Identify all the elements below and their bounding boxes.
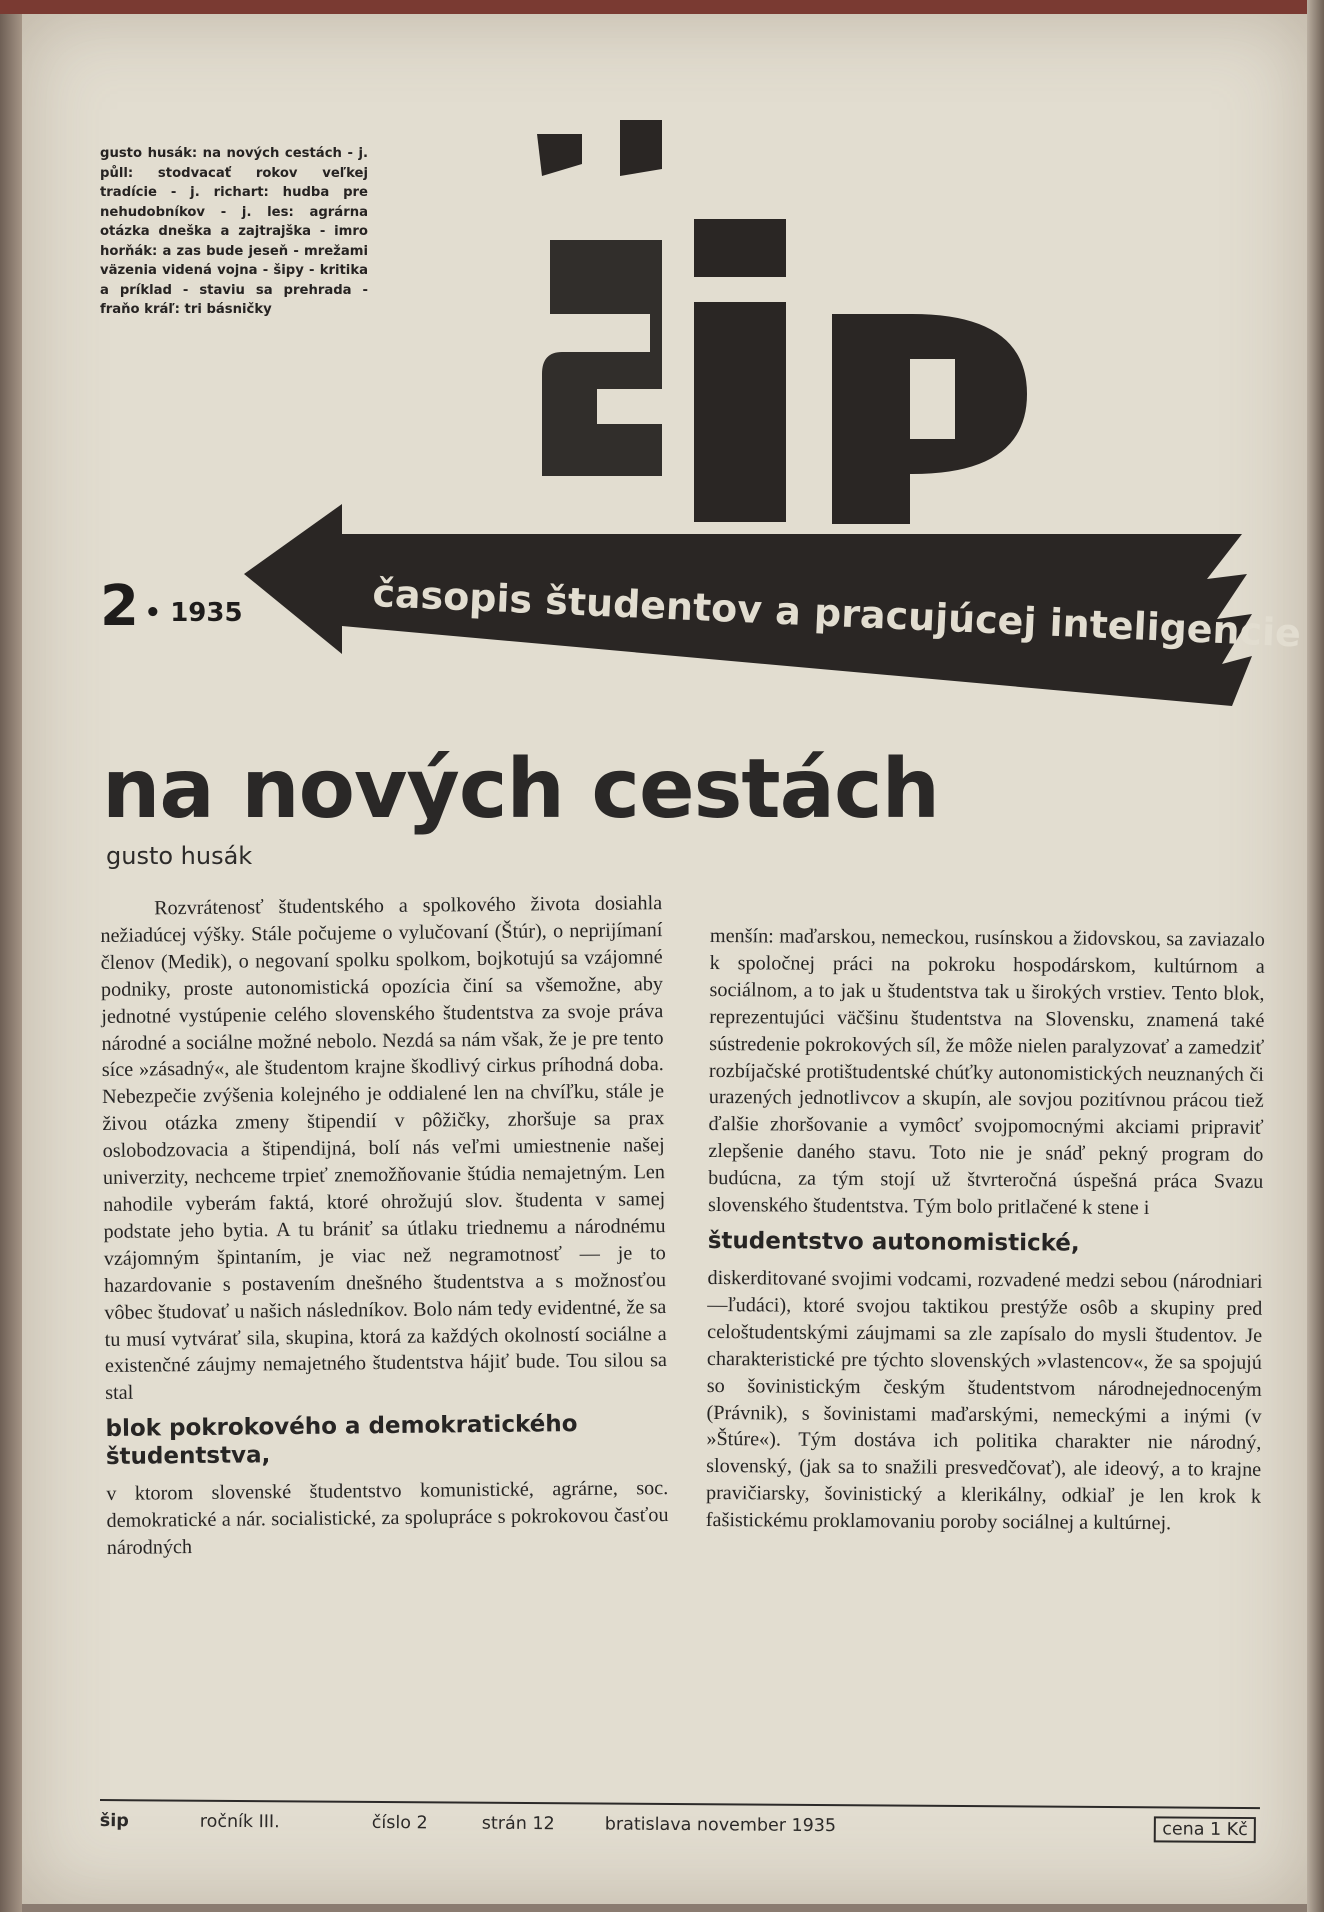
subheading: študentstvo autonomistické, (707, 1227, 1080, 1257)
letter-s (542, 240, 662, 476)
table-of-contents: gusto husák: na nových cestách - j. půll: stodvacať rokov veľkej tradície - j. richart: hudba pre nehudobníkov - j. les: agrárna otázka dneška a zajtrajška - imro horňák: a zas bude jeseň - mrežami väzenia videná vojna - šipy - kritika a príklad - staviu sa prehrada - fraňo kráľ: tri básničky (100, 146, 368, 317)
paragraph: diskerditované svojimi vodcami, rozvadené medzi sebou (národniari—ľudáci), ktoré svojou taktikou prestýže osôb a skupiny pred celoštudentskými záujmami sa zle zapísalo do mysli študentov. Je charakteristické pre týchto slovenských »vlastencov«, že sa spojujú so šovinistickým českým študentstvom národnejednoceným (Právnik), s šovinistami maďarskými, nemeckými a inými (v »Štúre«). Tým dostáva ich politika charakter nie národný, slovenský, (jak sa to snažili presvedčovať), ale ideový, a to krajne pravičiarsky, šovinistický a klerikálny, odkiaľ je len krok k fašistickému proklamovaniu poroby sociálnej a kultúrnej. (705, 1266, 1263, 1535)
footer-pages: strán 12 (481, 1813, 555, 1835)
hacek-right (620, 120, 662, 176)
page-edge-right (1307, 0, 1324, 1912)
page-footer (100, 1799, 1260, 1849)
article-title: na nových cestách (102, 742, 939, 837)
hacek-left (537, 134, 582, 176)
paragraph: menšín: maďarskou, nemeckou, rusínskou a židovskou, sa zaviazalo k spoločnej práci na pokroku hospodárskom, kultúrnom a sociálnom, a to jak u študentstva tak u širokých vrstiev. Tento blok, reprezentujúci väčšinu študentstva na Slovensku, znamená také sústredenie pokrokových síl, že môže nielen paralyzovať a zamedziť rozbíjačské protištudentské chúťky autonomistických neuznaných či urazených jednotlivcov a skupín, ale sovjou pozitívnou prácou tiež ďalšie zhoršovanie a vymôcť svojpomocnými akciami pripraviť zlepšenie daného stavu. Toto nie je snáď pekný program do budúcna, za tým stojí už štvrteročná úspešná práca Svazu slovenského študentstva. Tým bolo pritlačené k stene i (707, 924, 1265, 1220)
binding-edge-left (0, 0, 22, 1912)
magazine-page (22, 14, 1307, 1904)
letter-i-dot (694, 219, 786, 277)
footer-number: číslo 2 (371, 1812, 428, 1834)
issue-number (100, 574, 243, 639)
footer-volume: ročník III. (199, 1811, 280, 1833)
footer-price: cena 1 Kč (1154, 1816, 1256, 1843)
letter-i-stem (694, 302, 786, 522)
footer-magazine-name: šip (99, 1810, 129, 1832)
issue-number-value: 2 (100, 574, 139, 639)
issue-year: • 1935 (144, 598, 243, 628)
binding-edge-top (0, 0, 1324, 14)
article-column-left (100, 890, 669, 1562)
subheading: blok pokrokového a demokratického študentstva, (105, 1411, 578, 1471)
letter-p-hole (910, 359, 955, 439)
paragraph: Rozvrátenosť študentského a spolkového života dosiahla nežiadúcej výšky. Stále počujeme o vylučovaní (Štúr), o neprijímaní členov (Medik), o negovaní spolku spolkom, bojkotujú sa vzájomné podniky, proste autonomistická opozícia činí sa všemožne, aby jednotné vystúpenie celého slovenského študentstva za svoje práva národné a sociálne možné nebolo. Nezdá sa nám však, že je pre tento síce »zásadný«, ale študentom krajne škodlivý cirkus príhodná doba. Nebezpečie zvýšenia kolejného je oddialené len na chvíľku, stále je živou otázka zmeny štipendií v pôžičky, zhoršuje sa prax oslobodzovacia a štipendijná, bolí nás veľmi umiestnenie našej univerzity, nechceme trpieť znemožňovanie štúdia nemajetným. Len nahodile vyberám faktá, ktoré ohrožujú slov. študenta v samej podstate jeho bytia. A tu brániť sa útlaku triednemu a národnému vzájomným špintaním, je viac než negramotnosť — je to hazardovanie s postavením dnešného študentstva a s možnosťou vôbec študovať u našich následníkov. Bolo nám tedy evidentné, že sa tu musí vytvárať sila, skupina, ktorá za každých okolností sociálne a existenčné záujmy nemajetného študentstva hájiť bude. Tou silou sa stal (100, 892, 668, 1405)
masthead-subtitle: časopis študentov a pracujúcej inteligencie (371, 571, 1302, 656)
paragraph: v ktorom slovenské študentstvo komunistické, agrárne, soc. demokratické a nár. socialistické, za spolupráce s pokrokovou časťou národných (106, 1477, 669, 1559)
footer-place-date: bratislava november 1935 (604, 1814, 837, 1837)
article-column-right (706, 923, 1265, 1538)
article-author: gusto husák (106, 842, 253, 870)
